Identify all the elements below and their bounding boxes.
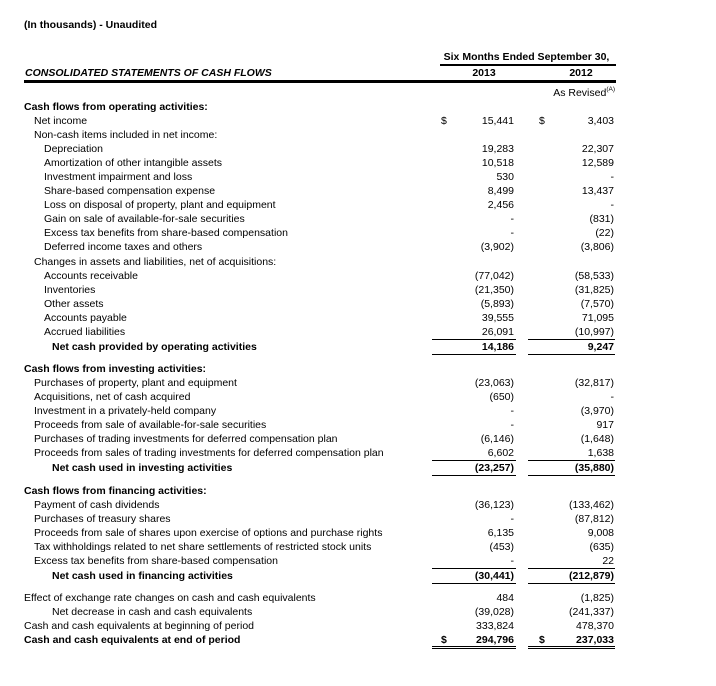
value-2013: 333,824 bbox=[476, 620, 514, 632]
row-label: Excess tax benefits from share-based compensation bbox=[34, 555, 278, 567]
value-2013: 6,602 bbox=[487, 447, 514, 459]
table-row bbox=[0, 513, 716, 527]
total-rule bbox=[528, 583, 615, 584]
value-2012: 478,370 bbox=[576, 620, 614, 632]
table-row bbox=[0, 213, 716, 227]
row-label: Other assets bbox=[44, 298, 104, 310]
table-row bbox=[0, 115, 716, 129]
row-label: Cash flows from investing activities: bbox=[24, 363, 207, 375]
table-row bbox=[0, 341, 716, 355]
value-2012: 22,307 bbox=[581, 143, 614, 155]
total-rule bbox=[432, 583, 516, 584]
table-row bbox=[0, 499, 716, 513]
value-2013: 39,555 bbox=[481, 312, 514, 324]
table-row bbox=[0, 419, 716, 433]
value-2012: (32,817) bbox=[574, 377, 614, 389]
row-label: Changes in assets and liabilities, net of acquisitions: bbox=[34, 256, 277, 268]
value-2012: - bbox=[610, 199, 614, 211]
row-label: Effect of exchange rate changes on cash and cash equivalents bbox=[24, 592, 316, 604]
row-label: Net decrease in cash and cash equivalents bbox=[52, 606, 253, 618]
table-row bbox=[0, 129, 716, 143]
year-current: 2013 bbox=[472, 67, 496, 79]
row-label: Net cash provided by operating activities bbox=[52, 341, 257, 353]
table-row bbox=[0, 541, 716, 555]
currency-symbol: $ bbox=[441, 634, 447, 646]
total-rule bbox=[432, 354, 516, 355]
table-row bbox=[0, 312, 716, 326]
row-label: Share-based compensation expense bbox=[44, 185, 216, 197]
value-2012: - bbox=[610, 171, 614, 183]
table-row bbox=[0, 199, 716, 213]
row-label: Deferred income taxes and others bbox=[44, 241, 203, 253]
table-row bbox=[0, 363, 716, 377]
period-rule bbox=[440, 64, 616, 66]
value-2012: (635) bbox=[589, 541, 614, 553]
value-2012: (133,462) bbox=[569, 499, 614, 511]
total-rule bbox=[432, 475, 516, 476]
value-2013: - bbox=[510, 227, 514, 239]
value-2013: - bbox=[510, 213, 514, 225]
revised-label: As Revised$^{(A)}$ bbox=[553, 86, 615, 99]
row-label: Net cash used in financing activities bbox=[52, 570, 233, 582]
value-2013: 530 bbox=[496, 171, 514, 183]
value-2013: - bbox=[510, 555, 514, 567]
table-row bbox=[0, 405, 716, 419]
value-2012: (3,806) bbox=[580, 241, 614, 253]
units-note: (In thousands) - Unaudited bbox=[24, 19, 157, 31]
value-2013: (3,902) bbox=[480, 241, 514, 253]
value-2013: 15,441 bbox=[481, 115, 514, 127]
row-label: Depreciation bbox=[44, 143, 103, 155]
row-label: Accounts receivable bbox=[44, 270, 138, 282]
value-2013: - bbox=[510, 419, 514, 431]
table-row bbox=[0, 171, 716, 185]
value-2013: (23,063) bbox=[474, 377, 514, 389]
row-label: Non-cash items included in net income: bbox=[34, 129, 218, 141]
table-row bbox=[0, 606, 716, 620]
row-label: Investment in a privately-held company bbox=[34, 405, 217, 417]
total-rule bbox=[528, 354, 615, 355]
value-2013: 8,499 bbox=[487, 185, 514, 197]
value-2013: (30,441) bbox=[474, 570, 514, 582]
total-rule bbox=[528, 568, 615, 569]
value-2012: (22) bbox=[595, 227, 614, 239]
value-2013: 294,796 bbox=[476, 634, 514, 646]
currency-symbol: $ bbox=[539, 115, 545, 127]
value-2012: (831) bbox=[589, 213, 614, 225]
value-2013: - bbox=[510, 513, 514, 525]
row-label: Amortization of other intangible assets bbox=[44, 157, 223, 169]
total-rule bbox=[528, 646, 615, 647]
value-2012: (7,570) bbox=[580, 298, 614, 310]
revised-footnote-mark: (A) bbox=[606, 86, 615, 93]
row-label: Cash flows from financing activities: bbox=[24, 485, 207, 497]
row-label: Cash flows from operating activities: bbox=[24, 101, 208, 113]
total-rule bbox=[432, 568, 516, 569]
value-2012: (212,879) bbox=[569, 570, 614, 582]
value-2012: 917 bbox=[596, 419, 614, 431]
row-label: Acquisitions, net of cash acquired bbox=[34, 391, 191, 403]
table-row bbox=[0, 298, 716, 312]
table-row bbox=[0, 227, 716, 241]
value-2012: 237,033 bbox=[576, 634, 614, 646]
row-label: Accrued liabilities bbox=[44, 326, 126, 338]
value-2013: 10,518 bbox=[481, 157, 514, 169]
value-2013: 484 bbox=[496, 592, 514, 604]
table-row bbox=[0, 326, 716, 340]
row-label: Inventories bbox=[44, 284, 96, 296]
value-2013: - bbox=[510, 405, 514, 417]
value-2012: (241,337) bbox=[569, 606, 614, 618]
statement-title: CONSOLIDATED STATEMENTS OF CASH FLOWS bbox=[25, 67, 272, 79]
value-2012: 9,247 bbox=[587, 341, 614, 353]
total-rule bbox=[432, 460, 516, 461]
value-2012: - bbox=[610, 391, 614, 403]
total-rule bbox=[528, 460, 615, 461]
row-label: Purchases of trading investments for deferred compensation plan bbox=[34, 433, 338, 445]
row-label: Payment of cash dividends bbox=[34, 499, 160, 511]
row-label: Gain on sale of available-for-sale securities bbox=[44, 213, 245, 225]
value-2013: (6,146) bbox=[480, 433, 514, 445]
value-2013: (21,350) bbox=[474, 284, 514, 296]
value-2012: (35,880) bbox=[574, 462, 614, 474]
table-row bbox=[0, 555, 716, 569]
table-row bbox=[0, 377, 716, 391]
value-2013: (23,257) bbox=[474, 462, 514, 474]
value-2013: 6,135 bbox=[487, 527, 514, 539]
row-label: Investment impairment and loss bbox=[44, 171, 193, 183]
currency-symbol: $ bbox=[539, 634, 545, 646]
row-label: Loss on disposal of property, plant and equipment bbox=[44, 199, 276, 211]
table-row bbox=[0, 391, 716, 405]
year-prior: 2012 bbox=[569, 67, 593, 79]
table-row bbox=[0, 433, 716, 447]
value-2013: 26,091 bbox=[481, 326, 514, 338]
table-row bbox=[0, 143, 716, 157]
table-row bbox=[0, 256, 716, 270]
row-label: Purchases of treasury shares bbox=[34, 513, 171, 525]
value-2012: 71,095 bbox=[581, 312, 614, 324]
table-row bbox=[0, 270, 716, 284]
row-label: Tax withholdings related to net share settlements of restricted stock units bbox=[34, 541, 372, 553]
table-row bbox=[0, 241, 716, 255]
total-rule bbox=[432, 648, 516, 649]
total-rule bbox=[528, 339, 615, 340]
value-2012: (31,825) bbox=[574, 284, 614, 296]
table-row bbox=[0, 592, 716, 606]
table-row bbox=[0, 157, 716, 171]
value-2013: 2,456 bbox=[487, 199, 514, 211]
row-label: Accounts payable bbox=[44, 312, 127, 324]
value-2012: (58,533) bbox=[574, 270, 614, 282]
row-label: Cash and cash equivalents at end of period bbox=[24, 634, 241, 646]
total-rule bbox=[528, 475, 615, 476]
row-label: Net income bbox=[34, 115, 88, 127]
table-row bbox=[0, 527, 716, 541]
currency-symbol: $ bbox=[441, 115, 447, 127]
value-2012: 9,008 bbox=[587, 527, 614, 539]
value-2012: (1,648) bbox=[580, 433, 614, 445]
table-row bbox=[0, 284, 716, 298]
period-heading: Six Months Ended September 30, bbox=[443, 51, 610, 63]
value-2012: (10,997) bbox=[574, 326, 614, 338]
total-rule bbox=[528, 648, 615, 649]
row-label: Proceeds from sale of available-for-sale securities bbox=[34, 419, 267, 431]
row-label: Net cash used in investing activities bbox=[52, 462, 233, 474]
table-row bbox=[0, 462, 716, 476]
table-row bbox=[0, 185, 716, 199]
value-2013: 19,283 bbox=[481, 143, 514, 155]
value-2013: 14,186 bbox=[481, 341, 514, 353]
value-2012: 1,638 bbox=[587, 447, 614, 459]
value-2012: (1,825) bbox=[580, 592, 614, 604]
header-rule bbox=[24, 80, 616, 83]
table-row bbox=[0, 570, 716, 584]
value-2012: 3,403 bbox=[587, 115, 614, 127]
row-label: Proceeds from sale of shares upon exercise of options and purchase rights bbox=[34, 527, 383, 539]
value-2012: 13,437 bbox=[581, 185, 614, 197]
value-2012: (3,970) bbox=[580, 405, 614, 417]
value-2013: (36,123) bbox=[474, 499, 514, 511]
total-rule bbox=[432, 646, 516, 647]
total-rule bbox=[432, 339, 516, 340]
row-label: Excess tax benefits from share-based compensation bbox=[44, 227, 288, 239]
row-label: Purchases of property, plant and equipment bbox=[34, 377, 237, 389]
value-2012: 12,589 bbox=[581, 157, 614, 169]
table-row bbox=[0, 485, 716, 499]
value-2013: (39,028) bbox=[474, 606, 514, 618]
value-2013: (5,893) bbox=[480, 298, 514, 310]
value-2012: 22 bbox=[602, 555, 614, 567]
row-label: Cash and cash equivalents at beginning of period bbox=[24, 620, 254, 632]
value-2013: (650) bbox=[489, 391, 514, 403]
table-row bbox=[0, 620, 716, 634]
table-row bbox=[0, 447, 716, 461]
value-2012: (87,812) bbox=[574, 513, 614, 525]
value-2013: (453) bbox=[489, 541, 514, 553]
row-label: Proceeds from sales of trading investments for deferred compensation plan bbox=[34, 447, 384, 459]
table-row bbox=[0, 101, 716, 115]
value-2013: (77,042) bbox=[474, 270, 514, 282]
